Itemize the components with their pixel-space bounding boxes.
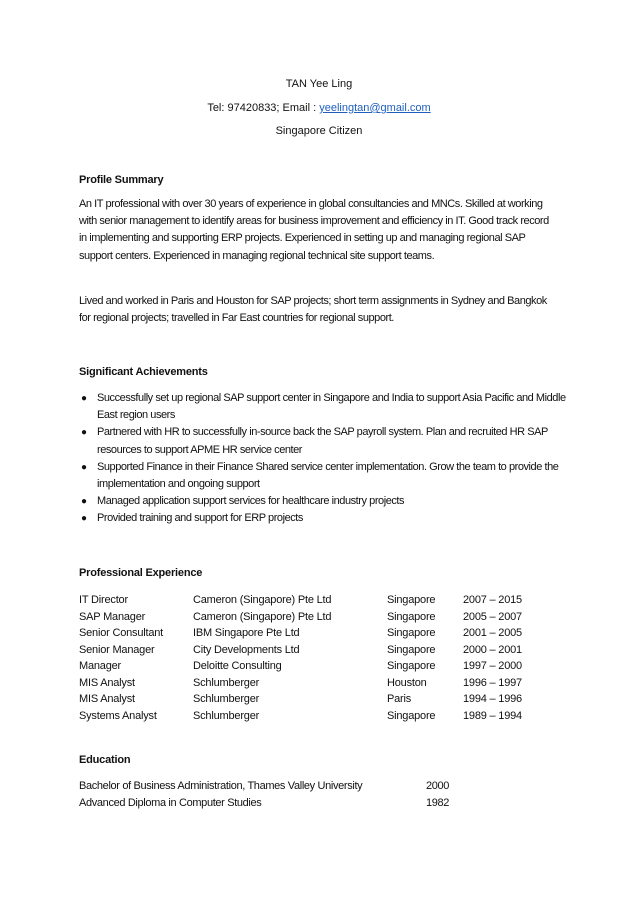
year: 2000: [426, 780, 450, 792]
bullet-icon: ●: [81, 496, 87, 508]
company: Schlumberger: [193, 710, 260, 722]
citizenship: Singapore Citizen: [275, 125, 363, 137]
job-title: MIS Analyst: [79, 677, 135, 689]
company: Schlumberger: [193, 693, 260, 705]
email-link[interactable]: yeelingtan@gmail.com: [319, 102, 431, 114]
period: 2001 – 2005: [463, 627, 522, 639]
period: 1994 – 1996: [463, 693, 522, 705]
education-heading: Education: [79, 754, 131, 766]
job-title: Senior Manager: [79, 644, 155, 656]
job-title: IT Director: [79, 594, 128, 606]
job-title: Manager: [79, 660, 122, 672]
location: Singapore: [387, 644, 436, 656]
location: Singapore: [387, 611, 436, 623]
location: Singapore: [387, 710, 436, 722]
profile-summary-heading: Profile Summary: [79, 174, 164, 186]
location: Paris: [387, 693, 412, 705]
location: Singapore: [387, 627, 436, 639]
bullet-icon: ●: [81, 427, 87, 439]
contact-phone: Tel: 97420833; Email :: [207, 102, 320, 114]
bullet-icon: ●: [81, 513, 87, 525]
experience-heading: Professional Experience: [79, 567, 203, 579]
company: Cameron (Singapore) Pte Ltd: [193, 611, 332, 623]
company: Cameron (Singapore) Pte Ltd: [193, 594, 332, 606]
contact-line: [0, 102, 638, 114]
list-item: ● Partnered with HR to successfully in-source back the SAP payroll system. Plan and recruited HR SAP resources to support APME HR service center: [81, 426, 548, 456]
year: 1982: [426, 797, 450, 809]
profile-paragraph-1: An IT professional with over 30 years of experience in global consultancies and MNCs. Skilled at working with senior management to identify areas for business improvement and efficiency in IT. Good track record in implementing and supporting ERP projects. Experienced in setting up and managing regional SAP support centers. Experienced in managing regional technical site support teams.: [79, 198, 549, 262]
location: Singapore: [387, 660, 436, 672]
list-item: ● Provided training and support for ERP projects: [79, 510, 569, 527]
candidate-name: TAN Yee Ling: [285, 78, 353, 90]
achievements-heading: Significant Achievements: [79, 366, 208, 378]
achievements-list: [79, 390, 569, 528]
period: 2007 – 2015: [463, 594, 522, 606]
period: 1989 – 1994: [463, 710, 522, 722]
list-item: ● Successfully set up regional SAP support center in Singapore and India to support Asia Pacific and Middle East region users: [81, 392, 566, 422]
job-title: Systems Analyst: [79, 710, 157, 722]
job-title: SAP Manager: [79, 611, 146, 623]
job-title: MIS Analyst: [79, 693, 135, 705]
period: 2000 – 2001: [463, 644, 522, 656]
qualification: Bachelor of Business Administration, Thames Valley University: [79, 780, 363, 792]
location: Houston: [387, 677, 427, 689]
qualification: Advanced Diploma in Computer Studies: [79, 797, 262, 809]
list-item: ● Managed application support services for healthcare industry projects: [79, 493, 569, 510]
company: City Developments Ltd: [193, 644, 300, 656]
job-title: Senior Consultant: [79, 627, 164, 639]
company: Schlumberger: [193, 677, 260, 689]
profile-paragraph-2: Lived and worked in Paris and Houston for SAP projects; short term assignments in Sydney and Bangkok for regional projects; travelled in Far East countries for regional support.: [79, 295, 547, 325]
period: 2005 – 2007: [463, 611, 522, 623]
company: Deloitte Consulting: [193, 660, 282, 672]
location: Singapore: [387, 594, 436, 606]
bullet-icon: ●: [81, 461, 87, 473]
period: 1997 – 2000: [463, 660, 522, 672]
bullet-icon: ●: [81, 393, 87, 404]
period: 1996 – 1997: [463, 677, 522, 689]
company: IBM Singapore Pte Ltd: [193, 627, 300, 639]
list-item: ● Supported Finance in their Finance Shared service center implementation. Grow the team to provide the implementation and ongoing support: [81, 460, 559, 491]
